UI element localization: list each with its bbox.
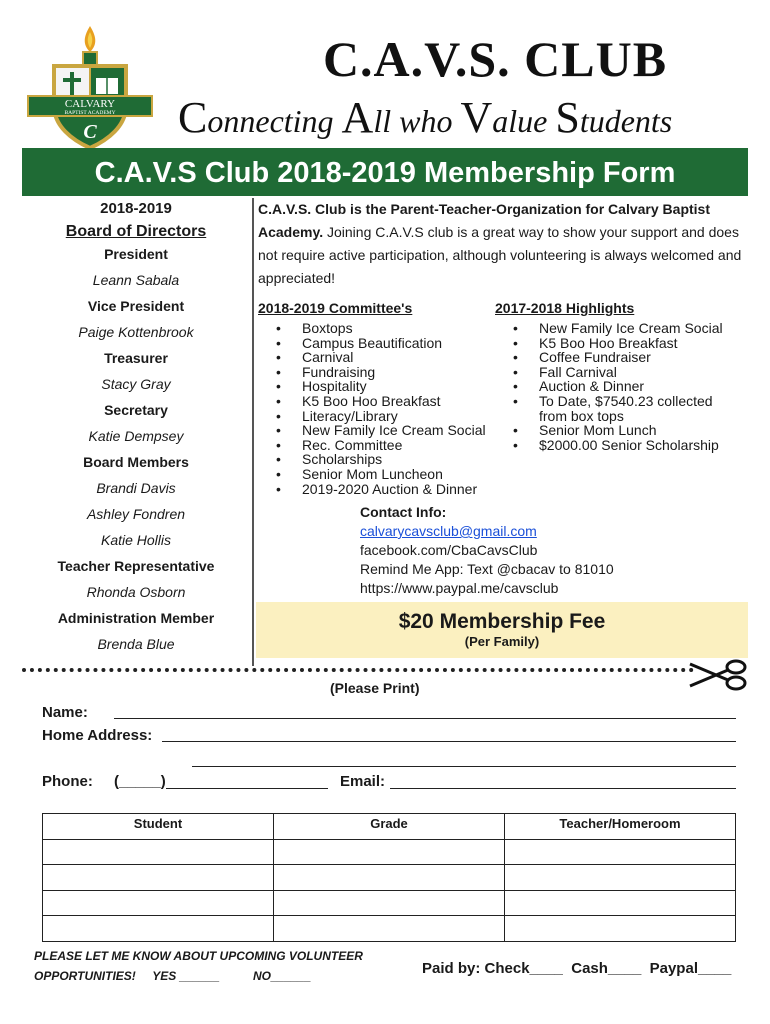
address-field[interactable] <box>162 727 736 742</box>
address-field-line2[interactable] <box>192 752 736 767</box>
form-banner: C.A.V.S Club 2018-2019 Membership Form <box>22 148 748 196</box>
list-item: • Senior Mom Luncheon <box>274 467 498 482</box>
table-cell[interactable] <box>274 839 505 865</box>
list-item: • K5 Boo Hoo Breakfast <box>274 394 498 409</box>
name-label: Name: <box>42 704 88 721</box>
committees-list <box>258 321 498 496</box>
list-item: • Scholarships <box>274 452 498 467</box>
paid-by-options: Paid by: Check____ Cash____ Paypal____ <box>422 960 732 977</box>
table-row <box>43 865 736 891</box>
highlights-heading: 2017-2018 Highlights <box>495 300 635 316</box>
list-item: • New Family Ice Cream Social <box>274 423 498 438</box>
list-item: • To Date, $7540.23 collected from box tops <box>511 394 719 423</box>
fee-note: (Per Family) <box>464 634 540 649</box>
table-row <box>43 890 736 916</box>
board-member-name: Katie Hollis <box>100 532 172 548</box>
intro-bold: C.A.V.S. Club is the Parent-Teacher-Organization for Calvary Baptist Academy. <box>258 201 710 240</box>
list-item: • Auction & Dinner <box>511 379 750 394</box>
tagline-word: alue <box>492 103 556 139</box>
contact-email-link[interactable]: calvarycavsclub@gmail.com <box>360 523 537 539</box>
highlights-section <box>495 300 750 452</box>
table-cell[interactable] <box>43 839 274 865</box>
list-item: • K5 Boo Hoo Breakfast <box>511 336 750 351</box>
table-row <box>43 916 736 942</box>
tagline-word: ll who <box>373 103 461 139</box>
scissors-icon <box>688 658 750 692</box>
board-member-name: Ashley Fondren <box>86 506 186 522</box>
board-member-name: Rhonda Osborn <box>86 584 186 600</box>
list-item: • Fundraising <box>274 365 498 380</box>
list-item: • $2000.00 Senior Scholarship <box>511 438 750 453</box>
name-field[interactable] <box>114 704 736 719</box>
contact-paypal: https://www.paypal.me/cavsclub <box>360 580 559 596</box>
cut-line <box>22 668 694 672</box>
tagline-cap: C <box>178 93 208 142</box>
list-item: • Campus Beautification <box>274 336 498 351</box>
list-item: • 2019-2020 Auction & Dinner <box>274 482 498 497</box>
board-role: Board Members <box>83 454 189 470</box>
board-role: Treasurer <box>104 350 168 366</box>
table-cell[interactable] <box>43 916 274 942</box>
email-label: Email: <box>340 773 386 790</box>
board-role: Vice President <box>87 298 185 314</box>
list-item: • New Family Ice Cream Social <box>511 321 750 336</box>
intro-rest: Joining C.A.V.S club is a great way to show your support and does not require active participation, although volunteering is always welcomed and appreciated! <box>258 224 742 286</box>
list-item: • Boxtops <box>274 321 498 336</box>
board-role: Administration Member <box>57 610 215 626</box>
list-item: • Hospitality <box>274 379 498 394</box>
table-cell[interactable] <box>274 865 505 891</box>
board-member-name: Katie Dempsey <box>88 428 184 444</box>
table-cell[interactable] <box>274 916 505 942</box>
column-divider <box>252 198 254 666</box>
membership-fee-box <box>256 602 748 658</box>
table-header: Grade <box>274 814 505 840</box>
volunteer-note <box>34 946 363 986</box>
highlights-list <box>495 321 750 452</box>
board-role: Teacher Representative <box>57 558 215 574</box>
board-member-name: Stacy Gray <box>101 376 171 392</box>
board-year: 2018-2019 <box>100 200 172 217</box>
table-cell[interactable] <box>43 865 274 891</box>
table-cell[interactable] <box>505 916 736 942</box>
contact-info <box>360 503 740 598</box>
tagline-cap: A <box>341 93 374 142</box>
fee-amount: $20 Membership Fee <box>398 610 606 633</box>
list-item: • Carnival <box>274 350 498 365</box>
list-item: • Senior Mom Lunch <box>511 423 750 438</box>
logo-text-bottom: BAPTIST ACADEMY <box>64 110 116 116</box>
club-tagline <box>178 92 738 143</box>
address-label: Home Address: <box>42 727 153 744</box>
intro-paragraph <box>258 198 748 290</box>
logo-letter: C <box>83 121 97 143</box>
table-row <box>43 839 736 865</box>
logo-text-top: CALVARY <box>64 98 116 110</box>
table-cell[interactable] <box>43 890 274 916</box>
board-role: Secretary <box>104 402 168 418</box>
list-item: • Coffee Fundraiser <box>511 350 750 365</box>
board-member-name: Brenda Blue <box>97 636 175 652</box>
school-logo <box>20 22 160 152</box>
table-cell[interactable] <box>505 839 736 865</box>
committees-section <box>258 300 498 496</box>
contact-heading: Contact Info: <box>360 504 447 520</box>
contact-facebook: facebook.com/CbaCavsClub <box>360 542 538 558</box>
please-print-label: (Please Print) <box>330 680 420 696</box>
board-member-name: Leann Sabala <box>92 272 180 288</box>
tagline-word: tudents <box>579 103 673 139</box>
tagline-cap: S <box>555 93 580 142</box>
page-title: C.A.V.S. CLUB <box>322 31 668 87</box>
phone-area-code[interactable]: (_____) <box>114 773 166 790</box>
list-item: • Fall Carnival <box>511 365 750 380</box>
contact-remind: Remind Me App: Text @cbacav to 81010 <box>360 561 614 577</box>
student-table <box>42 813 736 942</box>
board-of-directors <box>22 198 250 668</box>
board-heading: Board of Directors <box>65 223 207 240</box>
table-cell[interactable] <box>505 890 736 916</box>
tagline-cap: V <box>460 93 493 142</box>
board-member-name: Paige Kottenbrook <box>78 324 194 340</box>
table-header: Teacher/Homeroom <box>505 814 736 840</box>
volunteer-line1: PLEASE LET ME KNOW ABOUT UPCOMING VOLUNTEER <box>34 949 363 963</box>
table-header: Student <box>43 814 274 840</box>
board-role: President <box>104 246 168 262</box>
phone-label: Phone: <box>42 773 93 790</box>
volunteer-line2: OPPORTUNITIES! YES ______ NO______ <box>34 969 312 983</box>
phone-field[interactable] <box>166 774 328 789</box>
table-header-row <box>43 814 736 840</box>
list-item: • Literacy/Library <box>274 409 498 424</box>
list-item: • Rec. Committee <box>274 438 498 453</box>
table-cell[interactable] <box>505 865 736 891</box>
tagline-word: onnecting <box>207 103 342 139</box>
board-member-name: Brandi Davis <box>96 480 176 496</box>
email-field[interactable] <box>390 774 736 789</box>
table-cell[interactable] <box>274 890 505 916</box>
committees-heading: 2018-2019 Committee's <box>258 300 413 316</box>
